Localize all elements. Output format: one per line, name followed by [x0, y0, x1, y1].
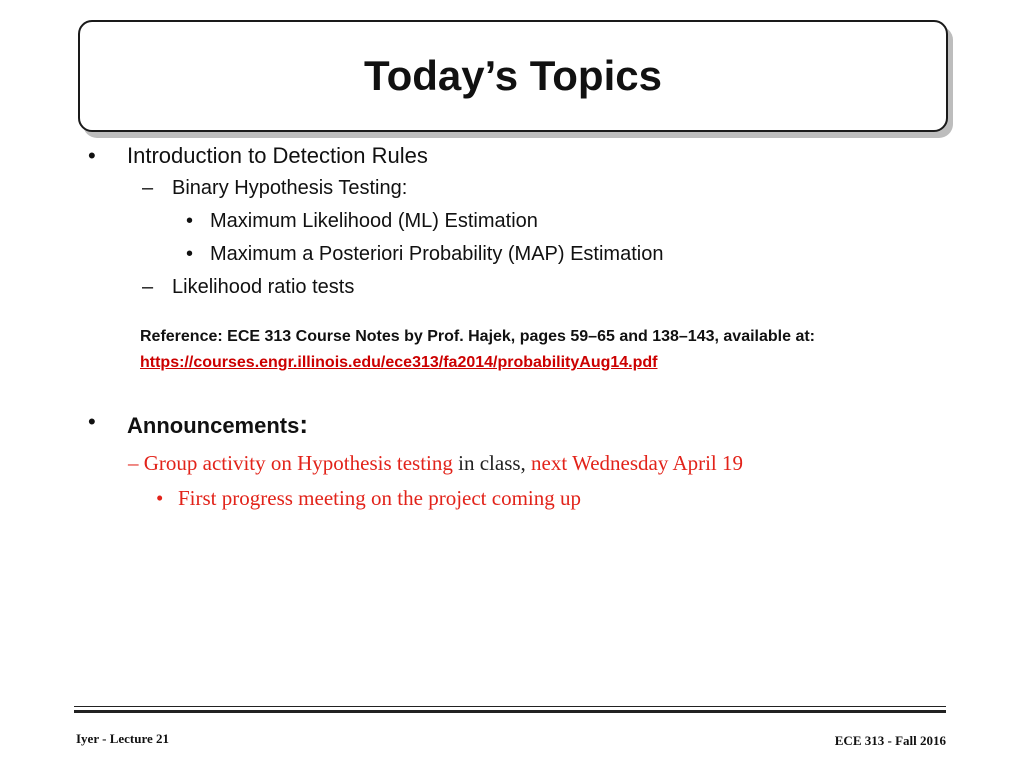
footer-rule-thick [74, 710, 946, 713]
reference-text: Reference: ECE 313 Course Notes by Prof. Hajek, pages 59–65 and 138–143, available at: [140, 328, 815, 345]
subtopic-map-estimation: Maximum a Posteriori Probability (MAP) Estimation [210, 243, 664, 265]
footer-rule-thin [74, 706, 946, 707]
dash-binary: – [142, 177, 154, 199]
title-box [78, 20, 948, 132]
bullet-map: • [186, 243, 194, 265]
footer-left: Iyer - Lecture 21 [76, 731, 170, 746]
group-date-text: next Wednesday April 19 [531, 451, 744, 475]
subtopic-binary-hypothesis: Binary Hypothesis Testing: [172, 177, 408, 199]
slide-title: Today’s Topics [364, 52, 662, 99]
announcements-colon: : [299, 409, 309, 439]
footer-right: ECE 313 - Fall 2016 [834, 733, 946, 748]
announcements-label: Announcements [127, 413, 300, 438]
dash-likelihood: – [142, 276, 154, 298]
announcement-group-activity [128, 451, 743, 476]
reference-link[interactable]: https://courses.engr.illinois.edu/ece313/fa2014/probabilityAug14.pdf [140, 354, 658, 371]
group-activity-text: Group activity on Hypothesis testing [143, 451, 453, 475]
bullet-ml: • [186, 210, 194, 232]
group-in-class-text: in class, [452, 451, 532, 475]
subtopic-ml-estimation: Maximum Likelihood (ML) Estimation [210, 210, 538, 232]
group-dash: – [128, 451, 139, 475]
announcements-heading [127, 409, 308, 440]
announcement-progress-meeting: First progress meeting on the project coming up [178, 486, 582, 510]
topic-introduction: Introduction to Detection Rules [127, 143, 428, 168]
subtopic-likelihood-ratio: Likelihood ratio tests [172, 276, 355, 298]
bullet-introduction: • [88, 143, 96, 168]
bullet-progress: • [156, 486, 164, 510]
bullet-announcements: • [88, 409, 96, 434]
